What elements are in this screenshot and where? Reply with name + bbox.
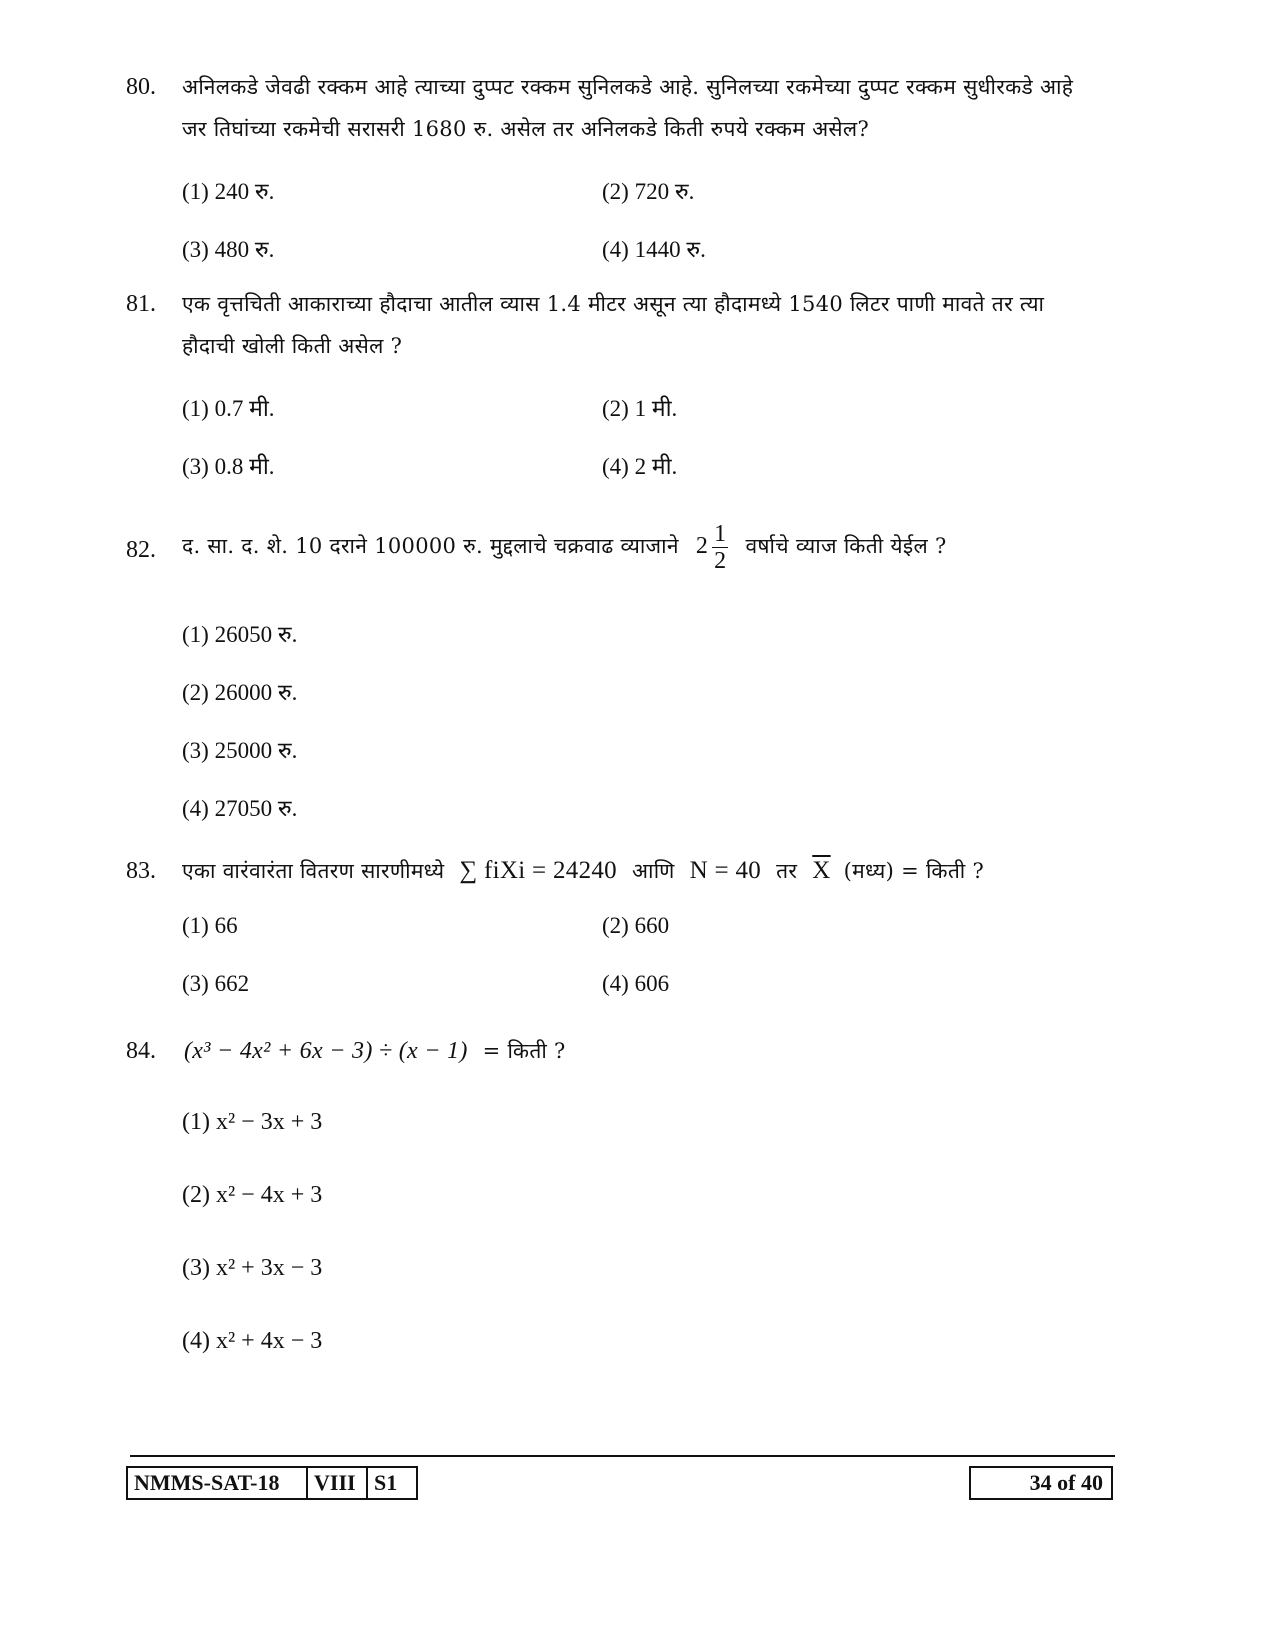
question-line: एक वृत्तचिती आकाराच्या हौदाचा आतील व्यास 1.4 मीटर असून त्या हौदामध्ये 1540 लिटर पाणी मावते तर त्या: [182, 292, 1045, 316]
question-line: एका वारंवारंता वितरण सारणीमध्ये: [182, 859, 445, 883]
option: (1) 26050 रु.: [182, 622, 298, 647]
option: (4) 27050 रु.: [182, 796, 298, 821]
question-line: (मध्य) = किती ?: [843, 859, 985, 883]
question-line: द. सा. द. शे. 10 दराने 100000 रु. मुद्दलाचे चक्रवाढ व्याजाने: [182, 534, 679, 558]
option: (3) x² + 3x − 3: [182, 1255, 323, 1281]
set-label: S1: [366, 1468, 416, 1498]
question-text: [182, 850, 1117, 892]
option: (1) 0.7 मी.: [182, 396, 275, 421]
option: (2) 720 रु.: [602, 179, 695, 204]
option: (3) 662: [182, 971, 250, 996]
page-number: 34 of 40: [1029, 1470, 1103, 1495]
question-word: आणि: [631, 859, 675, 883]
question-text: [184, 1030, 566, 1072]
option: (4) 2 मी.: [602, 454, 678, 479]
option: (4) x² + 4x − 3: [182, 1328, 323, 1354]
option: (1) 240 रु.: [182, 179, 275, 204]
option: (2) 1 मी.: [602, 396, 678, 421]
question-line: वर्षाचे व्याज किती येईल ?: [745, 534, 947, 558]
sum-expression: ∑ fiXi = 24240: [459, 857, 617, 884]
mixed-number-whole: 2: [695, 533, 709, 559]
n-expression: N = 40: [689, 857, 762, 884]
division-expression: (x³ − 4x² + 6x − 3) ÷ (x − 1): [184, 1038, 468, 1064]
question-number: 80.: [126, 74, 156, 100]
option: (3) 25000 रु.: [182, 738, 298, 763]
option: (3) 480 रु.: [182, 237, 275, 262]
option: (2) x² − 4x + 3: [182, 1182, 323, 1208]
footer-code-box: [126, 1466, 418, 1500]
footer-divider: [130, 1455, 1115, 1457]
question-number: 84.: [126, 1038, 156, 1064]
option: (2) 660: [602, 913, 670, 938]
option: (2) 26000 रु.: [182, 680, 298, 705]
fraction-numerator: 1: [714, 521, 727, 547]
question-number: 82.: [126, 537, 156, 563]
option: (1) x² − 3x + 3: [182, 1109, 323, 1135]
question-text: [182, 283, 1117, 367]
fraction-denominator: 2: [714, 548, 727, 574]
option: (1) 66: [182, 913, 238, 938]
question-text: [182, 518, 1117, 574]
option: (4) 1440 रु.: [602, 237, 706, 262]
question-line: = किती ?: [482, 1039, 566, 1063]
question-word: तर: [776, 859, 798, 883]
fraction: [712, 521, 728, 574]
page-number-box: [969, 1466, 1113, 1500]
question-number: 83.: [126, 858, 156, 884]
question-line: अनिलकडे जेवढी रक्कम आहे त्याच्या दुप्पट रक्कम सुनिलकडे आहे. सुनिलच्या रकमेच्या दुप्पट रक्कम सुधीरकडे आहे: [182, 75, 1074, 99]
x-bar-symbol: $\overline{X}$: [812, 857, 831, 884]
option: (4) 606: [602, 971, 670, 996]
exam-code: NMMS-SAT-18: [134, 1470, 280, 1495]
question-text: [182, 66, 1117, 150]
question-line: हौदाची खोली किती असेल ?: [182, 334, 403, 358]
class-label: VIII: [306, 1468, 366, 1498]
option: (3) 0.8 मी.: [182, 454, 275, 479]
question-line: जर तिघांच्या रकमेची सरासरी 1680 रु. असेल तर अनिलकडे किती रुपये रक्कम असेल?: [182, 117, 870, 141]
question-number: 81.: [126, 291, 156, 317]
